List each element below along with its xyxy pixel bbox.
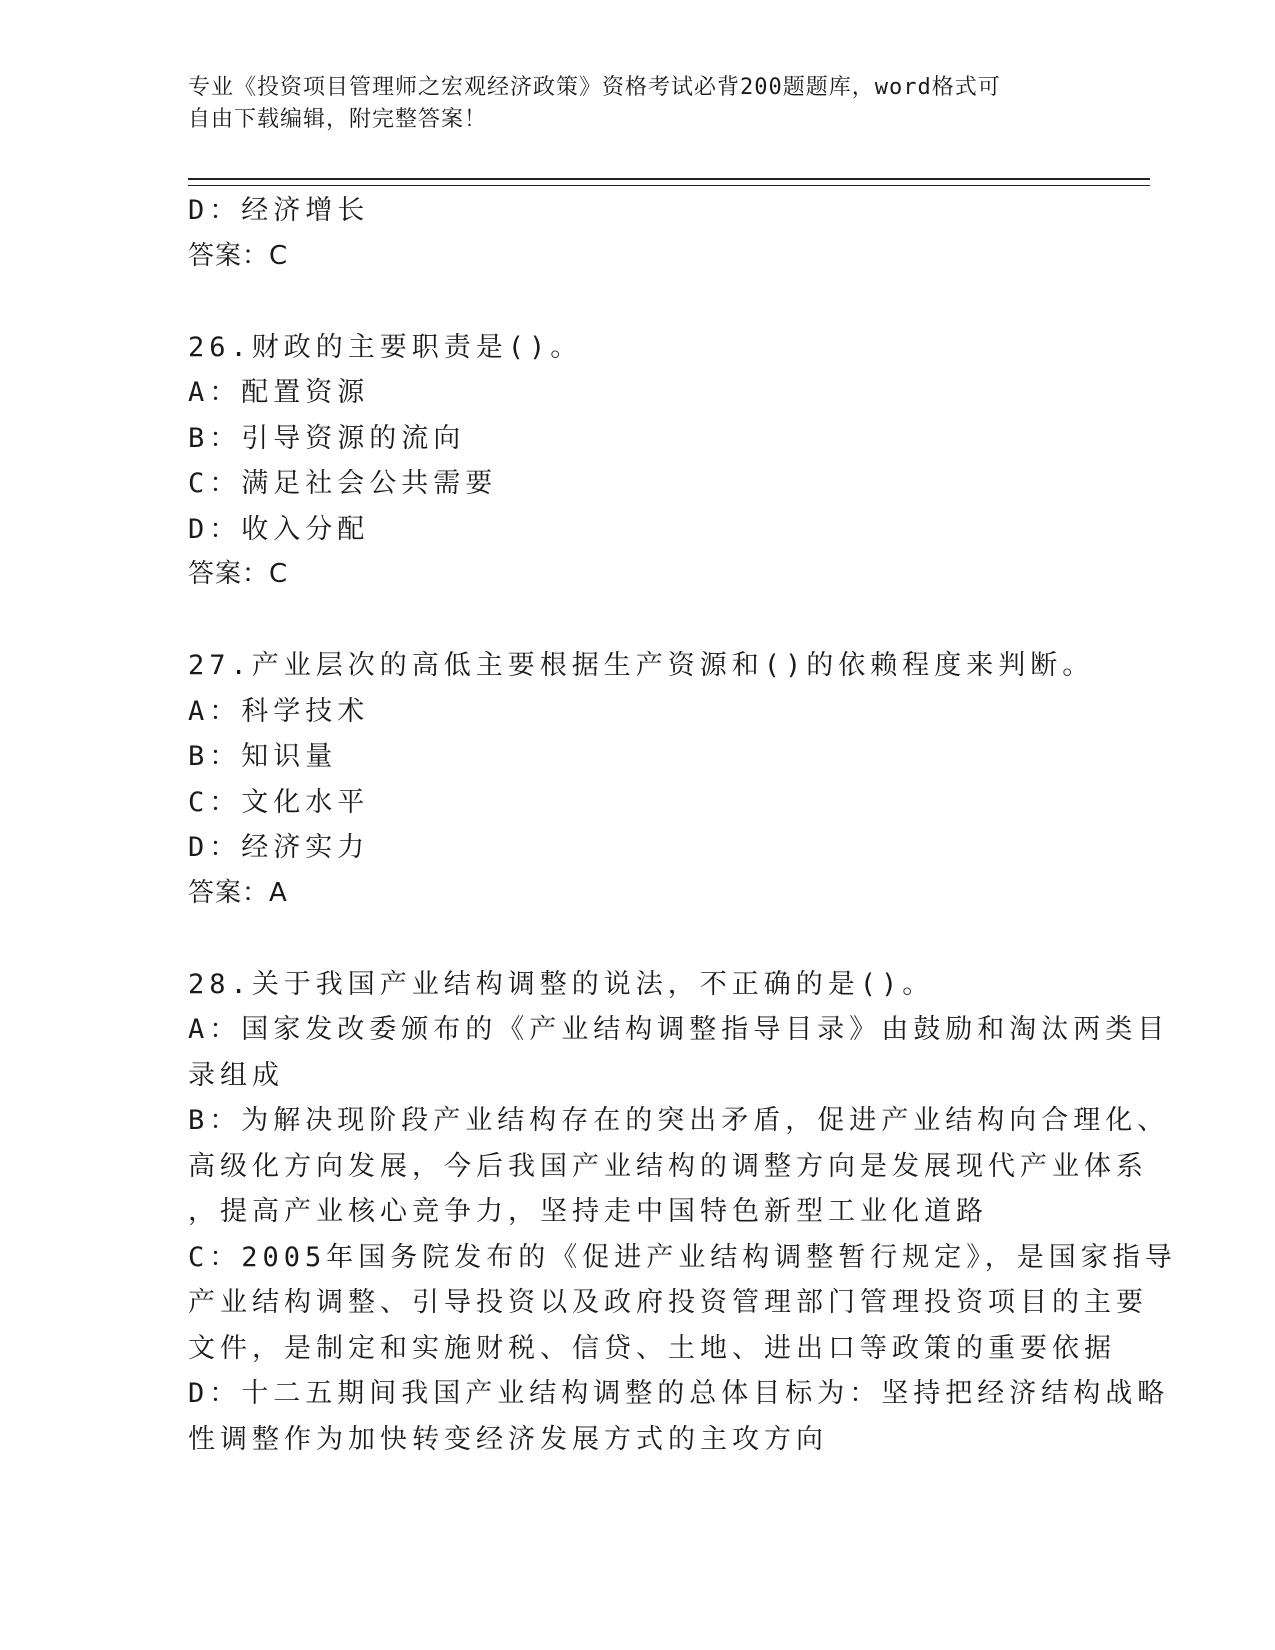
- option-c: C：满足社会公共需要: [188, 468, 498, 499]
- spacer: [188, 598, 1088, 644]
- option-c: C：文化水平: [188, 786, 370, 818]
- option-line: 录组成: [188, 1059, 284, 1091]
- option-b: B：知识量: [188, 741, 338, 772]
- option-line: ，提高产业核心竞争力，坚持走中国特色新型工业化道路: [188, 1196, 988, 1227]
- previous-question-tail: [188, 188, 1088, 279]
- question-27: [188, 643, 1095, 916]
- answer-line: 答案：C: [188, 559, 289, 589]
- option-a: A：配置资源: [188, 377, 370, 408]
- option-a: A：科学技术: [188, 695, 370, 727]
- spacer: [188, 916, 1088, 962]
- option-d: D：经济实力: [188, 832, 370, 863]
- option-line: B：为解决现阶段产业结构存在的突出矛盾，促进产业结构向合理化、: [188, 1105, 1170, 1136]
- option-line: D：十二五期间我国产业结构调整的总体目标为：坚持把经济结构战略: [188, 1378, 1170, 1409]
- header-line-1: 专业《投资项目管理师之宏观经济政策》资格考试必背200题题库，word格式可: [188, 75, 1001, 100]
- option-line: 产业结构调整、引导投资以及政府投资管理部门管理投资项目的主要: [188, 1287, 1148, 1318]
- spacer: [188, 279, 1088, 325]
- option-line: 性调整作为加快转变经济发展方式的主攻方向: [188, 1423, 828, 1455]
- document-header: [188, 72, 1068, 136]
- option-c: [188, 1235, 1177, 1372]
- question-28: [188, 962, 1177, 1463]
- question-26: [188, 325, 1088, 598]
- question-stem: 26.财政的主要职责是()。: [188, 331, 583, 363]
- option-a: [188, 1007, 1170, 1098]
- option-line: 高级化方向发展，今后我国产业结构的调整方向是发展现代产业体系: [188, 1150, 1148, 1182]
- option-b: B：引导资源的流向: [188, 422, 466, 454]
- question-content: [188, 188, 1177, 1462]
- header-divider: [188, 178, 1150, 186]
- option-line: 文件，是制定和实施财税、信贷、土地、进出口等政策的重要依据: [188, 1332, 1116, 1364]
- option-line: C：2005年国务院发布的《促进产业结构调整暂行规定》，是国家指导: [188, 1241, 1177, 1273]
- question-stem: 27.产业层次的高低主要根据生产资源和()的依赖程度来判断。: [188, 650, 1095, 681]
- option-d: D：经济增长: [188, 195, 370, 226]
- answer-line: 答案：C: [188, 240, 289, 271]
- answer-line: 答案：A: [188, 877, 288, 908]
- question-stem: 28.关于我国产业结构调整的说法，不正确的是()。: [188, 968, 935, 1000]
- option-d: D：收入分配: [188, 513, 370, 545]
- option-d: [188, 1371, 1170, 1462]
- option-b: [188, 1098, 1170, 1235]
- header-line-2: 自由下载编辑，附完整答案！: [188, 107, 488, 132]
- option-line: A：国家发改委颁布的《产业结构调整指导目录》由鼓励和淘汰两类目: [188, 1014, 1170, 1045]
